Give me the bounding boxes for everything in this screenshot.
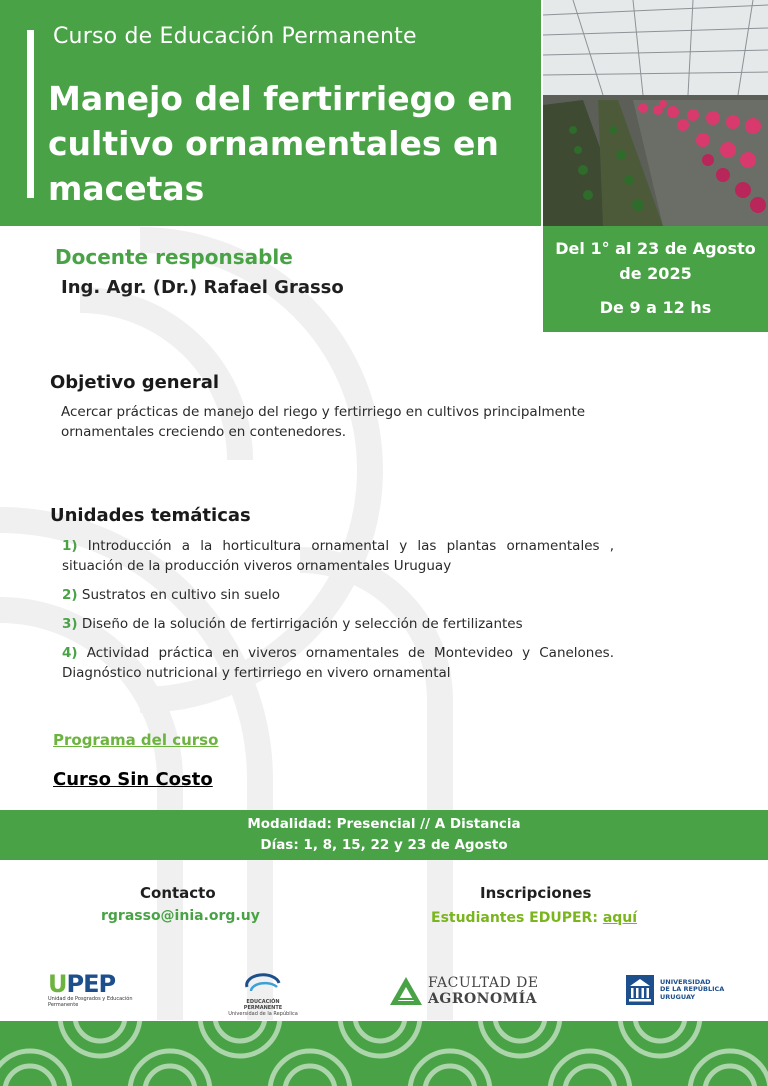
header-accent-bar — [27, 30, 34, 198]
dias-text: Días: 1, 8, 15, 22 y 23 de Agosto — [260, 837, 508, 853]
upep-logo: UPEP Unidad de Posgrados y Educación Permanente — [48, 972, 138, 1008]
unidad-number: 3) — [62, 616, 78, 632]
unidades-heading: Unidades temáticas — [50, 505, 251, 526]
unidad-item — [62, 614, 614, 634]
objetivo-heading: Objetivo general — [50, 372, 220, 393]
schedule-hours: De 9 a 12 hs — [599, 298, 712, 317]
inscripciones-line — [431, 910, 637, 926]
facultad-line2: AGRONOMÍA — [428, 991, 538, 1007]
unidad-text: Sustratos en cultivo sin suelo — [81, 587, 281, 603]
docente-label: Docente responsable — [55, 245, 293, 269]
contact-email-link[interactable]: rgrasso@inia.org.uy — [101, 908, 260, 924]
greenhouse-photo — [543, 0, 768, 226]
unidad-item — [62, 585, 614, 605]
programa-link[interactable]: Programa del curso — [53, 731, 219, 749]
modality-band — [0, 810, 768, 860]
inscripciones-heading: Inscripciones — [480, 884, 592, 902]
contacto-heading: Contacto — [140, 884, 216, 902]
docente-name: Ing. Agr. (Dr.) Rafael Grasso — [61, 277, 344, 298]
udelar-line1: UNIVERSIDAD — [660, 977, 711, 986]
udelar-building-icon — [626, 975, 654, 1005]
unidades-list — [62, 536, 614, 692]
unidad-text: Actividad práctica en viveros ornamentales de Montevideo y Canelones. Diagnóstico nutricional y fertirriego en vivero ornamental — [62, 645, 614, 681]
objetivo-text: Acercar prácticas de manejo del riego y fertirriego en cultivos principalmente ornamentales creciendo en contenedores. — [61, 404, 586, 440]
unidad-item — [62, 536, 614, 576]
date-box — [543, 226, 768, 332]
footer-arc-pattern-decoration — [0, 1021, 768, 1086]
unidad-item — [62, 643, 614, 683]
edu-logo-subtitle: Universidad de la República — [228, 1011, 298, 1017]
udelar-line2: DE LA REPÚBLICA — [660, 985, 725, 994]
facultad-line1: FACULTAD DE — [428, 975, 539, 991]
course-type-label: Curso de Educación Permanente — [53, 24, 417, 49]
unidad-text: Diseño de la solución de fertirrigación y selección de fertilizantes — [81, 616, 523, 632]
edu-logo-title: EDUCACIÓN PERMANENTE — [243, 999, 283, 1011]
facultad-agronomia-logo — [388, 975, 539, 1007]
footer-pattern — [0, 1021, 768, 1086]
date-year: de 2025 — [619, 264, 692, 283]
unidad-text: Introducción a la horticultura ornamental y las plantas ornamentales , situación de la producción viveros ornamentales Uruguay — [62, 538, 614, 574]
cost-label: Curso Sin Costo — [53, 769, 213, 790]
unidad-number: 2) — [62, 587, 78, 603]
udelar-logo — [626, 975, 724, 1005]
course-title: Manejo del fertirriego en cultivo ornamentales en macetas — [48, 79, 514, 208]
date-range: Del 1° al 23 de Agosto — [555, 239, 756, 258]
agronomia-triangle-icon — [388, 975, 424, 1007]
modalidad-text: Modalidad: Presencial // A Distancia — [247, 816, 521, 832]
inscripcion-link[interactable]: aquí — [602, 910, 638, 926]
unidad-number: 1) — [62, 538, 78, 554]
eduper-label: Estudiantes EDUPER: — [431, 910, 598, 926]
unidad-number: 4) — [62, 645, 78, 661]
educacion-permanente-emblem-icon — [243, 973, 283, 995]
upep-subtitle: Unidad de Posgrados y Educación Permanente — [48, 996, 133, 1008]
udelar-line3: URUGUAY — [660, 992, 696, 1001]
educacion-permanente-logo — [228, 973, 298, 1017]
